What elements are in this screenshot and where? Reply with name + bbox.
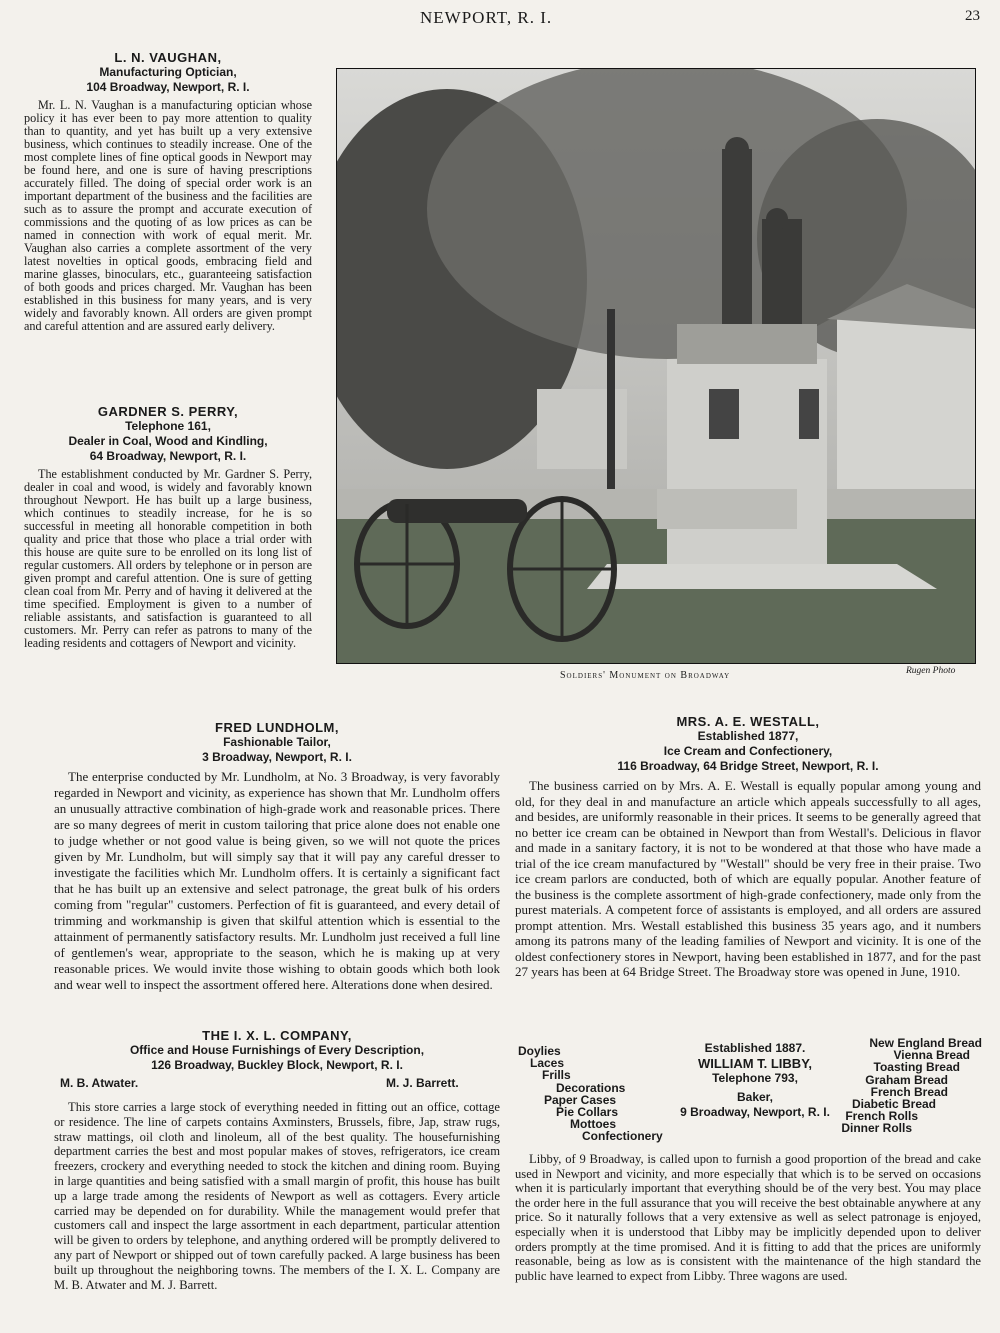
westall-article <box>515 714 981 980</box>
monument-photo <box>336 68 976 664</box>
list-item: Pie Collars <box>556 1105 619 1120</box>
westall-body: The business carried on by Mrs. A. E. Westall is equally popular among young and old, for they deal in and manufacture an article which appeals successfully to all ages, and besides, are uniformly reasonable in their prices. It seems to be generally agreed that no better ice cream can be obtained in Newport than from Westall's. Delicious in flavor and made in a sanitary factory, it is not to be wondered at that those who have made a trial of the ice cream manufactured by "Westall" should be very free in their praise. Two ice cream parlors are conducted, both of which are equally popular. Another feature of the business is the complete assortment of high-grade confectionery, made only from the purest materials. A competent force of assistants is employed, and all orders are assured prompt attention. Mrs. Westall established this business 35 years ago, and it numbers among its patrons many of the leading families of Newport and vicinity. It is one of the oldest confectionery stores in Newport, having been established in 1877, and for the past 27 years has been at 64 Bridge Street. The Broadway store was opened in June, 1910. <box>515 778 981 979</box>
perry-article <box>24 404 312 650</box>
list-item: Laces <box>530 1056 565 1071</box>
ixl-body: This store carries a large stock of everything needed in fitting out an office, cottage or residence. The line of carpets contains Axminsters, Brussels, fibre, Jap, straw rugs, straw mattings, oil cloth and linoleum, all of the best quality. The housefurnishing department carries the best and most popular makes of stoves, refrigerators, ice cream freezers, crockery and everything needed to stock the kitchen and dining room. Buying in large quantities and being satisfied with a small margin of profit, this house has built up a large trade among the residents of Newport as well as cottagers. Every article carried may be depended on for durability. While the management would prefer that customers call and inspect the large assortment in each department, particular attention will be given to orders by telephone, and anything ordered will be promptly delivered to any part of Newport or shipped out of town carefully packed. A large business has been built up throughout the neighboring towns. The members of the I. X. L. Company are M. B. Atwater and M. J. Barrett. <box>54 1100 500 1292</box>
perry-address: 64 Broadway, Newport, R. I. <box>89 449 247 463</box>
lundholm-article <box>54 720 500 993</box>
ixl-trade: Office and House Furnishings of Every Description, <box>129 1043 425 1057</box>
list-item: Vienna Bread <box>893 1048 970 1063</box>
monument-photo-drawing <box>337 69 975 663</box>
list-item: Doylies <box>518 1044 561 1058</box>
ixl-address: 126 Broadway, Buckley Block, Newport, R. I. <box>151 1058 403 1072</box>
vaughan-name: L. N. VAUGHAN, <box>114 50 222 65</box>
libby-body: Libby, of 9 Broadway, is called upon to furnish a good proportion of the bread and cake used in Newport and vicinity, and more especially that which is to be served on occasions when it is particularly important that everything should be of the very best. You may place the order here in the full assurance that you will receive the best obtainable anywhere at any price. So it naturally follows that a very extensive as well as select patronage is enjoyed, especially when it is understood that Libby may be implicitly depended upon to deliver orders promptly at the time promised. And it is fitting to add that the prices are uniformly reasonable, being as low as is consistent with the maintenance of the high standard the public have learned to expect from Libby. Three wagons are used. <box>515 1152 981 1283</box>
libby-telephone: Telephone 793, <box>712 1071 798 1085</box>
libby-established: Established 1887. <box>704 1041 806 1055</box>
libby-name: WILLIAM T. LIBBY, <box>697 1056 813 1071</box>
list-item: French Rolls <box>845 1109 918 1124</box>
libby-right-list <box>841 1037 982 1135</box>
vaughan-article <box>24 50 312 333</box>
ixl-partner-barrett: M. J. Barrett. <box>386 1076 459 1090</box>
perry-trade: Dealer in Coal, Wood and Kindling, <box>68 434 268 448</box>
photo-caption: Soldiers' Monument on Broadway <box>560 670 731 681</box>
westall-address: 116 Broadway, 64 Bridge Street, Newport, R. I. <box>617 759 879 773</box>
list-item: Mottoes <box>570 1117 616 1132</box>
vaughan-body: Mr. L. N. Vaughan is a manufacturing optician whose policy it has ever been to pay more attention to quality than to quantity, and yet has built up a very extensive business, which continues to steadily increase. One of the most complete lines of fine optical goods in Newport may be found here, and one is sure of having prescriptions accurately filled. The doing of special order work is an important department of the business and the facilities are such as to assure the prompt and accurate execution of commissions and the quoting of as low prices as can be named in connection with work of equal merit. Mr. Vaughan also carries a complete assortment of the very latest novelties in optical goods, embracing field and marine glasses, binoculars, etc., guaranteeing satisfaction of both goods and prices charged. Mr. Vaughan has been established in this business for many years, and is very widely and favorably known. All orders are given prompt and careful attention and are assured early delivery. <box>24 98 312 333</box>
westall-name: MRS. A. E. WESTALL, <box>676 714 820 729</box>
perry-telephone: Telephone 161, <box>125 419 211 433</box>
list-item: Decorations <box>556 1080 626 1095</box>
libby-left-list <box>518 1045 663 1143</box>
perry-name: GARDNER S. PERRY, <box>97 404 239 419</box>
list-item: Graham Bread <box>865 1072 948 1087</box>
list-item: Toasting Bread <box>873 1060 960 1075</box>
list-item: Paper Cases <box>544 1092 617 1107</box>
westall-trade: Ice Cream and Confectionery, <box>663 744 833 758</box>
ixl-partner-atwater: M. B. Atwater. <box>60 1076 139 1090</box>
libby-article <box>515 1148 981 1283</box>
photo-credit: Rugen Photo <box>906 666 956 676</box>
vaughan-address: 104 Broadway, Newport, R. I. <box>86 80 250 94</box>
running-head: NEWPORT, R. I. <box>420 8 553 27</box>
list-item: Confectionery <box>582 1129 663 1144</box>
list-item: Diabetic Bread <box>851 1097 936 1112</box>
lundholm-address: 3 Broadway, Newport, R. I. <box>202 750 352 764</box>
libby-address: 9 Broadway, Newport, R. I. <box>680 1105 830 1119</box>
list-item: Dinner Rolls <box>841 1121 912 1136</box>
list-item: Frills <box>542 1068 571 1083</box>
perry-body: The establishment conducted by Mr. Gardner S. Perry, dealer in coal and wood, is widely and favorably known throughout Newport. He has built up a large business, which continues to steadily increase, for he is so successful in meeting all honorable competition in both quality and price that those who place a trial order with this house are quite sure to be enrolled on its long list of regular customers. All orders by telephone or in person are given prompt and careful attention. One is sure of getting clean coal from Mr. Perry and of having it delivered at the time specified. Employment is given to a number of reliable assistants, and satisfaction is guaranteed to all customers. Mr. Perry can refer as patrons to many of the leading residents and cottagers of Newport and vicinity. <box>24 467 312 650</box>
lundholm-name: FRED LUNDHOLM, <box>215 720 339 735</box>
lundholm-body: The enterprise conducted by Mr. Lundholm, at No. 3 Broadway, is very favorably regarded in Newport and vicinity, as experience has shown that Mr. Lundholm offers an unusually attractive combination of high-grade work and reasonable prices. There are so many degrees of merit in custom tailoring that price alone does not enable one to judge whether or not good value is being given, so we will not quote the prices given by Mr. Lundholm, but will simply say that it will pay any careful dresser to investigate the facilities which Mr. Lundholm offers. It is certainly a significant fact that he has built up an extensive and select patronage, the great bulk of his orders coming from "regular" customers. Perfection of fit is guaranteed, and every detail of trimming and workmanship is given that skilful attention which is essential to the attainment of permanently satisfactory results. Mr. Lundholm just received a full line of gentlemen's wear, appropriate to the season, which he is making up at very reasonable prices. We would invite those wishing to obtain goods which both look and wear well to inspect the assortment offered here. Alterations done when desired. <box>54 769 500 992</box>
list-item: French Bread <box>870 1084 948 1099</box>
westall-established: Established 1877, <box>697 729 799 743</box>
vaughan-trade: Manufacturing Optician, <box>99 65 237 79</box>
libby-heading <box>660 1041 850 1120</box>
ixl-article <box>54 1028 500 1073</box>
page-header <box>0 6 1000 30</box>
ixl-body-wrap <box>54 1096 500 1292</box>
page-number: 23 <box>965 8 980 24</box>
lundholm-trade: Fashionable Tailor, <box>223 735 331 749</box>
list-item: New England Bread <box>869 1036 982 1050</box>
ixl-name: THE I. X. L. COMPANY, <box>202 1028 352 1043</box>
libby-trade: Baker, <box>736 1090 774 1104</box>
